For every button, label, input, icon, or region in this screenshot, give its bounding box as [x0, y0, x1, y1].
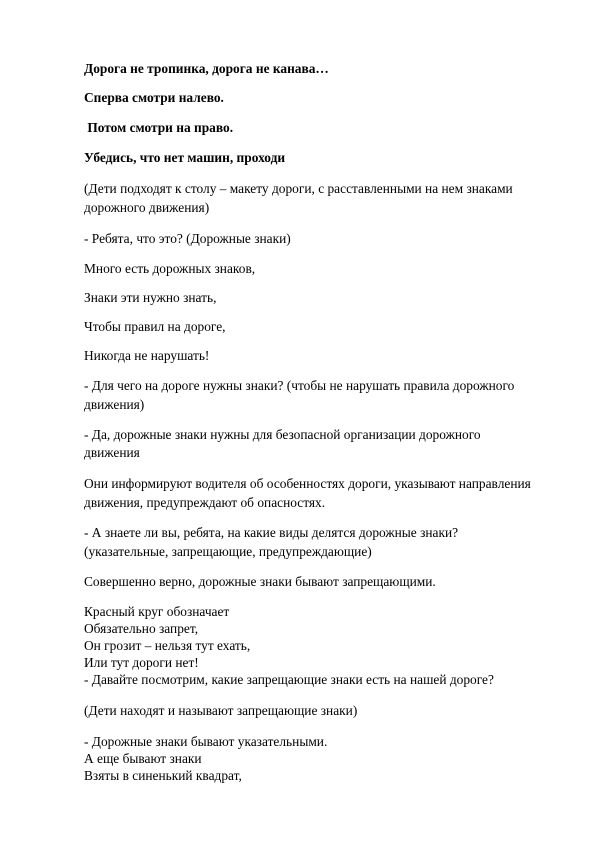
- text-line: - Ребята, что это? (Дорожные знаки): [84, 231, 291, 246]
- text-line: Совершенно верно, дорожные знаки бывают запрещающими.: [84, 574, 436, 589]
- text-line: Красный круг обозначает: [84, 604, 230, 619]
- text-line: Обязательно запрет,: [84, 621, 199, 636]
- text-line: Или тут дороги нет!: [84, 655, 199, 670]
- text-line: Взяты в синенький квадрат,: [84, 768, 242, 783]
- text-line: - А знаете ли вы, ребята, на какие виды делятся дорожные знаки?: [84, 525, 459, 540]
- text-line: движения): [84, 397, 145, 412]
- text-line: (указательные, запрещающие, предупреждающие): [84, 544, 372, 559]
- text-line: - Да, дорожные знаки нужны для безопасной организации дорожного: [84, 427, 481, 442]
- text-line: Дорога не тропинка, дорога не канава…: [84, 61, 329, 76]
- text-line: Много есть дорожных знаков,: [84, 261, 256, 276]
- text-line: движения: [84, 445, 140, 460]
- text-line: (Дети находят и называют запрещающие знаки): [84, 703, 358, 718]
- text-line: движения, предупреждают об опасностях.: [84, 495, 326, 510]
- text-line: Чтобы правил на дороге,: [84, 319, 226, 334]
- text-line: Убедись, что нет машин, проходи: [84, 150, 286, 165]
- text-line: Он грозит – нельзя тут ехать,: [84, 638, 251, 653]
- text-line: - Давайте посмотрим, какие запрещающие знаки есть на нашей дороге?: [84, 672, 494, 687]
- text-line: Знаки эти нужно знать,: [84, 290, 217, 305]
- text-line: Никогда не нарушать!: [84, 348, 210, 363]
- text-line: Сперва смотри налево.: [84, 90, 224, 105]
- text-line: дорожного движения): [84, 200, 210, 215]
- text-line: - Дорожные знаки бывают указательными.: [84, 734, 328, 749]
- text-line: А еще бывают знаки: [84, 751, 202, 766]
- text-line: - Для чего на дороге нужны знаки? (чтобы не нарушать правила дорожного: [84, 378, 515, 393]
- text-line: (Дети подходят к столу – макету дороги, с расставленными на нем знаками: [84, 181, 513, 196]
- text-line: Потом смотри на право.: [84, 120, 234, 135]
- text-line: Они информируют водителя об особенностях дороги, указывают направления: [84, 476, 531, 491]
